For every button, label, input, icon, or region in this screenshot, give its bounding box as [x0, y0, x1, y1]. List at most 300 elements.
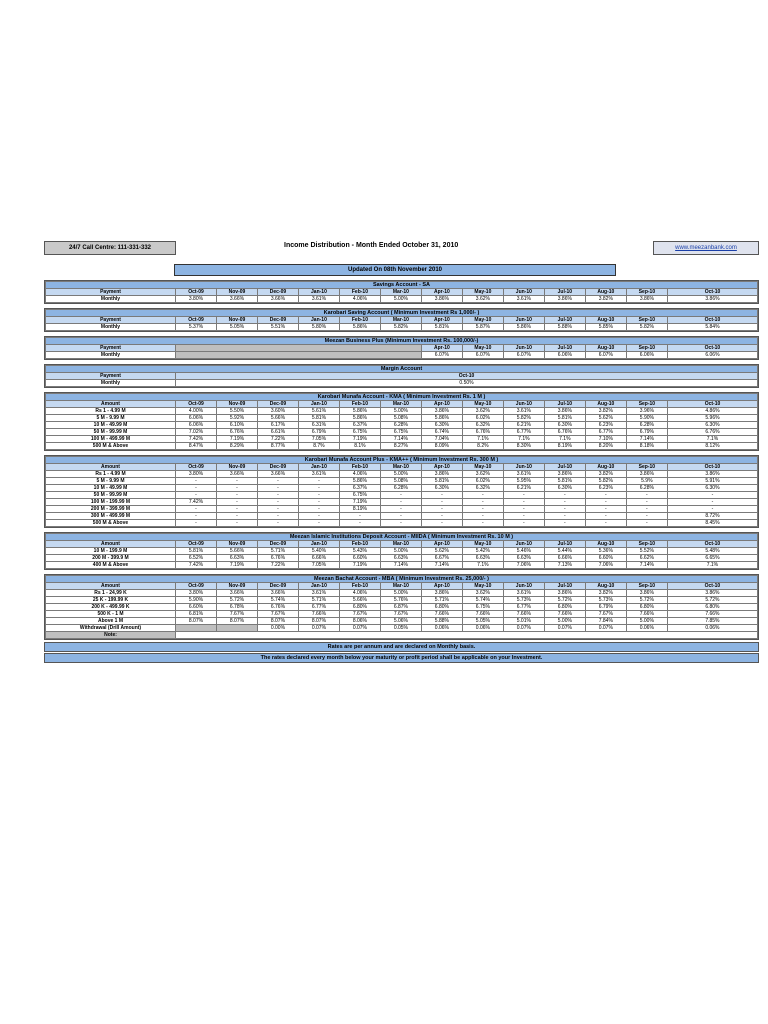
rate-cell: - [503, 506, 544, 513]
rate-cell: 8.20% [585, 443, 626, 450]
updated-banner: Updated On 08th November 2010 [174, 264, 616, 276]
rate-cell: 7.19% [216, 436, 257, 443]
rate-cell: - [667, 499, 757, 506]
month-header: Apr-10 [421, 289, 462, 296]
month-header: Oct-09 [176, 541, 217, 548]
rate-cell: 5.71% [257, 548, 298, 555]
header-row [46, 373, 758, 380]
rate-cell: 6.79% [585, 604, 626, 611]
label-header: Payment [46, 345, 176, 352]
rate-cell: 6.81% [176, 611, 217, 618]
rate-cell: 0.07% [339, 625, 380, 632]
rate-cell: 7.19% [216, 562, 257, 569]
rate-cell [216, 625, 257, 632]
month-header: Jul-10 [544, 289, 585, 296]
month-header: Dec-09 [257, 401, 298, 408]
table-row [46, 422, 758, 429]
row-label: Above 1 M [46, 618, 176, 625]
month-header: Sep-10 [626, 541, 667, 548]
rate-cell: 5.72% [216, 597, 257, 604]
rate-cell: 7.14% [626, 562, 667, 569]
rate-cell: 5.61% [298, 408, 339, 415]
rate-cell: 0.07% [585, 625, 626, 632]
rate-cell: 3.66% [216, 296, 257, 303]
row-label: 100 M - 499.99 M [46, 436, 176, 443]
rate-cell: 3.86% [626, 296, 667, 303]
rate-cell: 6.76% [257, 604, 298, 611]
rate-cell: 7.1% [667, 562, 757, 569]
rate-cell: - [626, 506, 667, 513]
section-title-row [46, 534, 758, 541]
row-label: 500 K - 1 M [46, 611, 176, 618]
rate-cell: 3.96% [626, 408, 667, 415]
rate-cell: 3.62% [462, 296, 503, 303]
row-label: 200 M - 399.99 M [46, 506, 176, 513]
rate-cell: 3.86% [421, 408, 462, 415]
month-header: Jul-10 [544, 345, 585, 352]
month-header: Jan-10 [298, 541, 339, 548]
rate-cell: 6.32% [462, 422, 503, 429]
month-header: Oct-09 [176, 317, 217, 324]
month-header: Jul-10 [544, 464, 585, 471]
section-title: Meezan Islamic Institutions Deposit Account - MIIDA ( Minimum Investment Rs. 10 M ) [46, 534, 758, 541]
rate-cell: 6.60% [339, 555, 380, 562]
rate-cell: 6.66% [298, 555, 339, 562]
rate-cell: - [462, 513, 503, 520]
rate-cell: 5.84% [667, 324, 757, 331]
rate-cell: - [257, 492, 298, 499]
rate-cell: 6.28% [626, 485, 667, 492]
rate-cell: 3.61% [503, 296, 544, 303]
row-label: Note: [46, 632, 176, 639]
rate-cell: 6.32% [462, 485, 503, 492]
month-header: Aug-10 [585, 345, 626, 352]
notes [44, 642, 759, 663]
rate-cell: 7.67% [339, 611, 380, 618]
rate-cell: - [544, 513, 585, 520]
rate-cell: 8.47% [176, 443, 217, 450]
rate-cell: 6.31% [298, 422, 339, 429]
month-header: Feb-10 [339, 317, 380, 324]
rate-cell: 8.72% [667, 513, 757, 520]
rate-cell: 7.66% [462, 611, 503, 618]
rate-cell: 3.86% [544, 408, 585, 415]
rate-cell: - [462, 492, 503, 499]
rate-cell: 5.51% [257, 324, 298, 331]
rate-cell: 6.79% [626, 429, 667, 436]
rate-cell: 6.76% [667, 429, 757, 436]
rate-cell: 6.07% [503, 352, 544, 359]
month-header: May-10 [462, 464, 503, 471]
rate-cell: 7.22% [257, 562, 298, 569]
month-header: Dec-09 [257, 317, 298, 324]
label-header: Payment [46, 317, 176, 324]
rate-cell: 8.07% [257, 618, 298, 625]
rate-cell: - [503, 492, 544, 499]
section-title-row [46, 576, 758, 583]
rate-cell: - [176, 513, 217, 520]
rate-cell: 0.06% [421, 625, 462, 632]
rate-cell: 3.86% [544, 296, 585, 303]
rate-cell: 5.86% [339, 408, 380, 415]
table-row [46, 296, 758, 303]
month-header: Jun-10 [503, 401, 544, 408]
rate-cell: 5.42% [462, 548, 503, 555]
rate-cell: 7.1% [462, 436, 503, 443]
note-line: Rates are per annum and are declared on Monthly basis. [44, 642, 759, 652]
month-header: Mar-10 [380, 464, 421, 471]
rate-cell: 8.77% [257, 443, 298, 450]
row-label: 25 K - 199.99 K [46, 597, 176, 604]
rate-cell: 7.19% [339, 499, 380, 506]
month-header: May-10 [462, 541, 503, 548]
rate-cell: 7.1% [544, 436, 585, 443]
rate-cell: 6.76% [257, 555, 298, 562]
rate-cell: 6.02% [462, 478, 503, 485]
rate-cell: 5.73% [585, 597, 626, 604]
rate-cell: 7.14% [380, 436, 421, 443]
rate-cell: 6.10% [216, 422, 257, 429]
month-header: Jan-10 [298, 289, 339, 296]
rate-cell: - [626, 520, 667, 527]
rate-cell: 6.79% [298, 429, 339, 436]
month-header: Jul-10 [544, 583, 585, 590]
rate-cell: 8.29% [216, 443, 257, 450]
rate-cell: 7.66% [626, 611, 667, 618]
rate-cell: - [257, 485, 298, 492]
rate-cell: 5.87% [462, 324, 503, 331]
month-header: Mar-10 [380, 289, 421, 296]
table-row [46, 429, 758, 436]
row-label: 10 M - 199.9 M [46, 548, 176, 555]
rate-cell: 6.63% [462, 555, 503, 562]
rate-cell: 5.76% [380, 597, 421, 604]
rate-cell: 5.00% [380, 590, 421, 597]
table-karobari [44, 308, 759, 332]
rate-cell: 3.66% [216, 471, 257, 478]
month-header: Oct-09 [176, 583, 217, 590]
header-row [46, 401, 758, 408]
rate-cell: 3.86% [667, 471, 757, 478]
month-header: Feb-10 [339, 464, 380, 471]
rate-cell: 3.80% [176, 590, 217, 597]
rate-cell: 0.05% [380, 625, 421, 632]
rate-cell: 8.09% [421, 443, 462, 450]
rate-cell: 5.91% [667, 478, 757, 485]
rate-cell: - [626, 499, 667, 506]
section-title-row [46, 282, 758, 289]
rate-cell: 6.78% [216, 604, 257, 611]
month-header: Mar-10 [380, 541, 421, 548]
rate-cell: - [462, 506, 503, 513]
rate-table [45, 393, 758, 450]
month-header: Jun-10 [503, 541, 544, 548]
month-header: Feb-10 [339, 289, 380, 296]
rate-cell: 6.30% [667, 422, 757, 429]
rate-cell: - [216, 499, 257, 506]
rate-cell: 7.1% [462, 562, 503, 569]
rate-cell: - [667, 492, 757, 499]
rate-cell: 5.06% [380, 618, 421, 625]
rate-cell: 5.86% [503, 324, 544, 331]
month-header: Sep-10 [626, 583, 667, 590]
rate-cell: 5.82% [585, 478, 626, 485]
rate-cell: 6.80% [667, 604, 757, 611]
row-label: 10 M - 49.99 M [46, 422, 176, 429]
month-header: Nov-09 [216, 401, 257, 408]
rate-cell: 5.90% [176, 597, 217, 604]
rate-cell: 8.07% [216, 618, 257, 625]
rate-cell: 6.75% [339, 429, 380, 436]
rate-cell: 5.72% [544, 597, 585, 604]
row-label: 50 M - 99.99 M [46, 429, 176, 436]
rate-table [45, 533, 758, 569]
rate-cell: 5.86% [339, 478, 380, 485]
rate-cell: 6.61% [257, 429, 298, 436]
rate-cell: 6.28% [380, 422, 421, 429]
month-header: Mar-10 [380, 401, 421, 408]
rate-cell: 5.81% [544, 478, 585, 485]
rate-cell: 6.07% [585, 352, 626, 359]
rate-cell: - [585, 499, 626, 506]
rate-cell: - [176, 506, 217, 513]
rate-cell: 8.12% [667, 443, 757, 450]
month-header: Jan-10 [298, 583, 339, 590]
rate-cell: 6.07% [462, 352, 503, 359]
rate-cell: 3.62% [462, 408, 503, 415]
rate-cell: 3.61% [298, 590, 339, 597]
month-header: Oct-10 [667, 317, 757, 324]
rate-cell: - [298, 485, 339, 492]
rate-cell: - [585, 513, 626, 520]
website-link[interactable]: www.meezanbank.com [653, 241, 759, 255]
rate-cell: 7.22% [257, 436, 298, 443]
rate-cell: 7.42% [176, 499, 217, 506]
month-header: Feb-10 [339, 541, 380, 548]
month-header: May-10 [462, 289, 503, 296]
rate-cell: 6.62% [626, 555, 667, 562]
table-row [46, 478, 758, 485]
rate-cell: - [216, 513, 257, 520]
table-row [46, 548, 758, 555]
table-row [46, 415, 758, 422]
rate-cell: 7.67% [585, 611, 626, 618]
rate-cell: 6.30% [544, 485, 585, 492]
table-row [46, 513, 758, 520]
rate-cell: - [176, 485, 217, 492]
rate-cell: 5.86% [421, 415, 462, 422]
month-header: Nov-09 [216, 541, 257, 548]
rate-cell: 3.86% [544, 471, 585, 478]
table-row [46, 506, 758, 513]
row-label: Monthly [46, 352, 176, 359]
month-header: Aug-10 [585, 541, 626, 548]
rate-cell: 3.86% [626, 471, 667, 478]
rate-cell: 8.06% [339, 618, 380, 625]
rate-cell: - [421, 520, 462, 527]
rate-cell: 6.75% [462, 604, 503, 611]
rate-cell: 3.82% [585, 471, 626, 478]
rate-cell: 5.88% [544, 324, 585, 331]
month-header: Nov-09 [216, 317, 257, 324]
month-header: Jan-10 [298, 317, 339, 324]
rate-cell: 5.08% [380, 415, 421, 422]
rate-cell: - [544, 520, 585, 527]
month-header: Aug-10 [585, 401, 626, 408]
rate-cell: - [544, 492, 585, 499]
rate-cell: 7.66% [544, 611, 585, 618]
rate-cell: 3.82% [585, 296, 626, 303]
rate-cell: 6.77% [503, 604, 544, 611]
rate-cell: - [298, 520, 339, 527]
rate-cell: 4.00% [176, 408, 217, 415]
rate-cell: 5.44% [544, 548, 585, 555]
rate-cell: - [298, 499, 339, 506]
rate-cell: 6.28% [380, 485, 421, 492]
rate-cell: 7.66% [667, 611, 757, 618]
month-header: Aug-10 [585, 317, 626, 324]
rate-cell: 3.62% [462, 590, 503, 597]
rate-cell: 6.66% [544, 555, 585, 562]
section-title: Savings Account - SA [46, 282, 758, 289]
header-row [46, 541, 758, 548]
rate-cell: 7.14% [626, 436, 667, 443]
rate-tables [44, 280, 759, 640]
rate-cell: 6.63% [380, 555, 421, 562]
month-header: Sep-10 [626, 289, 667, 296]
rate-cell: 7.14% [380, 562, 421, 569]
row-label: 400 M & Above [46, 562, 176, 569]
rate-cell: 7.1% [667, 436, 757, 443]
rate-cell: 3.61% [503, 471, 544, 478]
rate-cell: 3.86% [667, 590, 757, 597]
rate-cell: 3.61% [503, 408, 544, 415]
rate-cell: 5.73% [503, 597, 544, 604]
rate-cell: 7.42% [176, 436, 217, 443]
label-header: Payment [46, 373, 176, 380]
rate-cell: 8.27% [380, 443, 421, 450]
rate-cell: 7.04% [421, 436, 462, 443]
table-row [46, 590, 758, 597]
rate-cell: - [298, 513, 339, 520]
rate-cell: 5.71% [421, 597, 462, 604]
rate-cell: - [257, 520, 298, 527]
rate-cell: 5.85% [585, 324, 626, 331]
row-label: 50 M - 99.99 M [46, 492, 176, 499]
rate-cell: 7.05% [298, 562, 339, 569]
rate-cell: 5.05% [216, 324, 257, 331]
section-title-row [46, 366, 758, 373]
rate-cell: 3.61% [298, 471, 339, 478]
month-header: Dec-09 [257, 289, 298, 296]
rate-cell: - [421, 499, 462, 506]
rate-cell: 5.71% [298, 597, 339, 604]
month-header: Feb-10 [339, 401, 380, 408]
rate-cell: - [462, 520, 503, 527]
rate-cell: 0.07% [503, 625, 544, 632]
rate-cell: 5.00% [380, 296, 421, 303]
rate-cell: - [298, 492, 339, 499]
rate-cell: 6.30% [667, 485, 757, 492]
rate-cell: 5.81% [298, 415, 339, 422]
rate-cell: 3.82% [585, 408, 626, 415]
month-header: Apr-10 [421, 401, 462, 408]
rate-cell: 5.66% [216, 548, 257, 555]
rate-cell: 5.86% [339, 324, 380, 331]
month-header: Aug-10 [585, 583, 626, 590]
header-row [46, 317, 758, 324]
rate-cell: 6.28% [626, 422, 667, 429]
rate-cell: 8.1% [339, 443, 380, 450]
rate-cell: 5.95% [503, 478, 544, 485]
section-title: Karobari Saving Account ( Minimum Investment Rs 1,000/- ) [46, 310, 758, 317]
rate-table [45, 456, 758, 527]
table-row [46, 520, 758, 527]
month-header: May-10 [462, 401, 503, 408]
month-header: Apr-10 [421, 583, 462, 590]
rate-cell: 5.36% [585, 548, 626, 555]
label-header: Amount [46, 464, 176, 471]
month-header: Jun-10 [503, 345, 544, 352]
rate-cell: 6.06% [176, 422, 217, 429]
month-header: Oct-10 [667, 401, 757, 408]
header-row [46, 289, 758, 296]
month-header: Oct-10 [667, 464, 757, 471]
row-label: Rs 1 - 4.99 M [46, 471, 176, 478]
month-header: Jul-10 [544, 317, 585, 324]
rate-cell: - [544, 506, 585, 513]
income-distribution-sheet [44, 240, 759, 663]
table-row [46, 597, 758, 604]
rate-cell: 5.88% [421, 618, 462, 625]
rate-cell: 5.81% [421, 478, 462, 485]
rate-cell: 4.06% [339, 471, 380, 478]
month-header: Sep-10 [626, 317, 667, 324]
rate-cell: 8.45% [667, 520, 757, 527]
rate-cell: 8.19% [544, 443, 585, 450]
rate-cell: - [585, 506, 626, 513]
row-label: 300 M - 499.99 M [46, 513, 176, 520]
month-header: Nov-09 [216, 583, 257, 590]
month-header: Jul-10 [544, 541, 585, 548]
rate-cell: 3.66% [257, 296, 298, 303]
rate-table [45, 309, 758, 331]
table-row [46, 436, 758, 443]
rate-cell: 6.76% [216, 429, 257, 436]
rate-cell: 6.80% [339, 604, 380, 611]
row-label: Withdrawal (Drill Amount) [46, 625, 176, 632]
rate-cell: 6.60% [176, 604, 217, 611]
rate-cell: 8.2% [462, 443, 503, 450]
rate-cell: 6.02% [462, 415, 503, 422]
blank-cell [176, 352, 422, 359]
rate-cell: - [380, 499, 421, 506]
rate-cell: 5.72% [626, 597, 667, 604]
rate-cell: 5.72% [667, 597, 757, 604]
table-row [46, 443, 758, 450]
rate-cell [176, 625, 217, 632]
rate-cell: 5.81% [544, 415, 585, 422]
rate-cell: - [380, 506, 421, 513]
rate-cell: 5.62% [585, 415, 626, 422]
table-margin [44, 364, 759, 388]
rate-cell: 6.07% [421, 352, 462, 359]
section-title-row [46, 310, 758, 317]
row-label: 200 M - 399.9 M [46, 555, 176, 562]
rate-cell: - [380, 520, 421, 527]
rate-cell: 0.06% [462, 625, 503, 632]
rate-cell: 6.30% [421, 485, 462, 492]
